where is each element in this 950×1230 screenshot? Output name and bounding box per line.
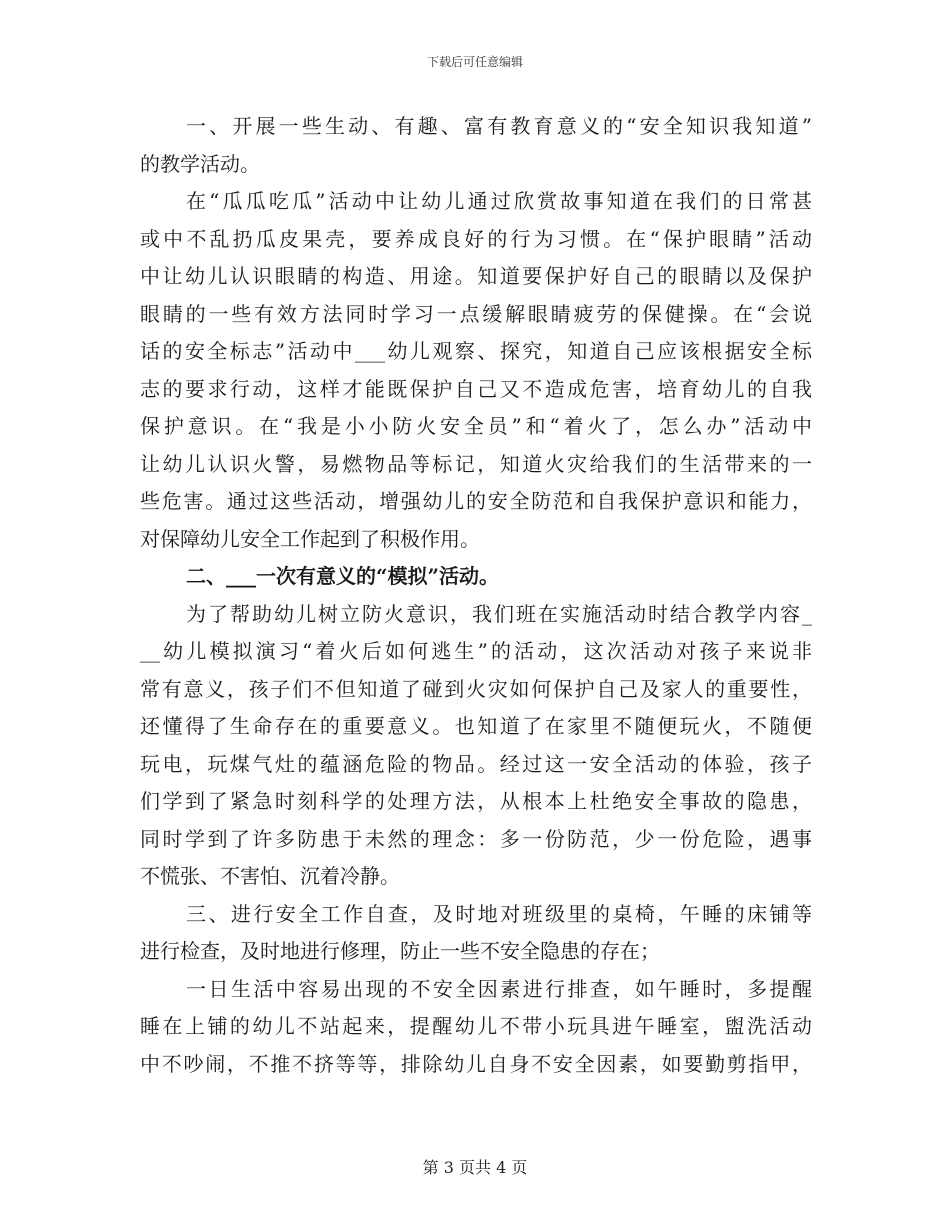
paragraph-line: 对保障幼儿安全工作起到了积极作用。 — [140, 526, 480, 551]
paragraph-line: 三、进行安全工作自查，及时地对班级里的桌椅，午睡的床铺等 — [186, 901, 812, 926]
section-heading: 二、___一次有意义的“模拟”活动。 — [186, 564, 500, 588]
paragraph-line: __幼儿模拟演习“着火后如何逃生”的活动，这次活动对孩子来说非 — [140, 639, 812, 663]
paragraph-line: 的教学活动。 — [140, 151, 260, 176]
paragraph-line: 睡在上铺的幼儿不站起来，提醒幼儿不带小玩具进午睡室，盥洗活动 — [140, 1014, 812, 1038]
paragraph-line: 们学到了紧急时刻科学的处理方法，从根本上杜绝安全事故的隐患， — [140, 789, 812, 813]
paragraph-line: 还懂得了生命存在的重要意义。也知道了在家里不随便玩火，不随便 — [140, 714, 812, 738]
paragraph-line: 一、开展一些生动、有趣、富有教育意义的“安全知识我知道” — [186, 114, 812, 138]
paragraph-line: 不慌张、不害怕、沉着冷静。 — [140, 864, 400, 888]
paragraph-line: 让幼儿认识火警，易燃物品等标记，知道火灾给我们的生活带来的一 — [140, 451, 812, 476]
paragraph-line: 为了帮助幼儿树立防火意识，我们班在实施活动时结合教学内容_ — [186, 601, 812, 626]
paragraph-line: 同时学到了许多防患于未然的理念：多一份防范，少一份危险，遇事 — [140, 826, 812, 851]
paragraph-line: 中让幼儿认识眼睛的构造、用途。知道要保护好自己的眼睛以及保护 — [140, 264, 812, 288]
paragraph-line: 些危害。通过这些活动，增强幼儿的安全防范和自我保护意识和能力， — [140, 489, 812, 513]
paragraph-line: 一日生活中容易出现的不安全因素进行排查，如午睡时，多提醒 — [186, 976, 812, 1001]
paragraph-line: 在“瓜瓜吃瓜”活动中让幼儿通过欣赏故事知道在我们的日常甚 — [186, 189, 812, 213]
page-header: 下载后可任意编辑 — [426, 55, 523, 69]
paragraph-line: 话的安全标志”活动中___幼儿观察、探究，知道自己应该根据安全标 — [140, 339, 812, 363]
page-footer: 第 3 页共 4 页 — [422, 1158, 528, 1177]
paragraph-line: 保护意识。在“我是小小防火安全员”和“着火了，怎么办”活动中 — [140, 414, 812, 438]
paragraph-line: 进行检查，及时地进行修理，防止一些不安全隐患的存在； — [140, 939, 660, 963]
paragraph-line: 中不吵闹，不推不挤等等，排除幼儿自身不安全因素，如要勤剪指甲， — [140, 1051, 812, 1076]
document-body — [140, 108, 812, 1083]
paragraph-line: 或中不乱扔瓜皮果壳，要养成良好的行为习惯。在“保护眼睛”活动 — [140, 226, 812, 251]
paragraph-line: 常有意义，孩子们不但知道了碰到火灾如何保护自己及家人的重要性， — [140, 676, 812, 701]
paragraph-line: 眼睛的一些有效方法同时学习一点缓解眼睛疲劳的保健操。在“会说 — [140, 301, 812, 326]
paragraph-line: 志的要求行动，这样才能既保护自己又不造成危害，培育幼儿的自我 — [140, 376, 812, 401]
paragraph-line: 玩电，玩煤气灶的蕴涵危险的物品。经过这一安全活动的体验，孩子 — [140, 751, 812, 776]
